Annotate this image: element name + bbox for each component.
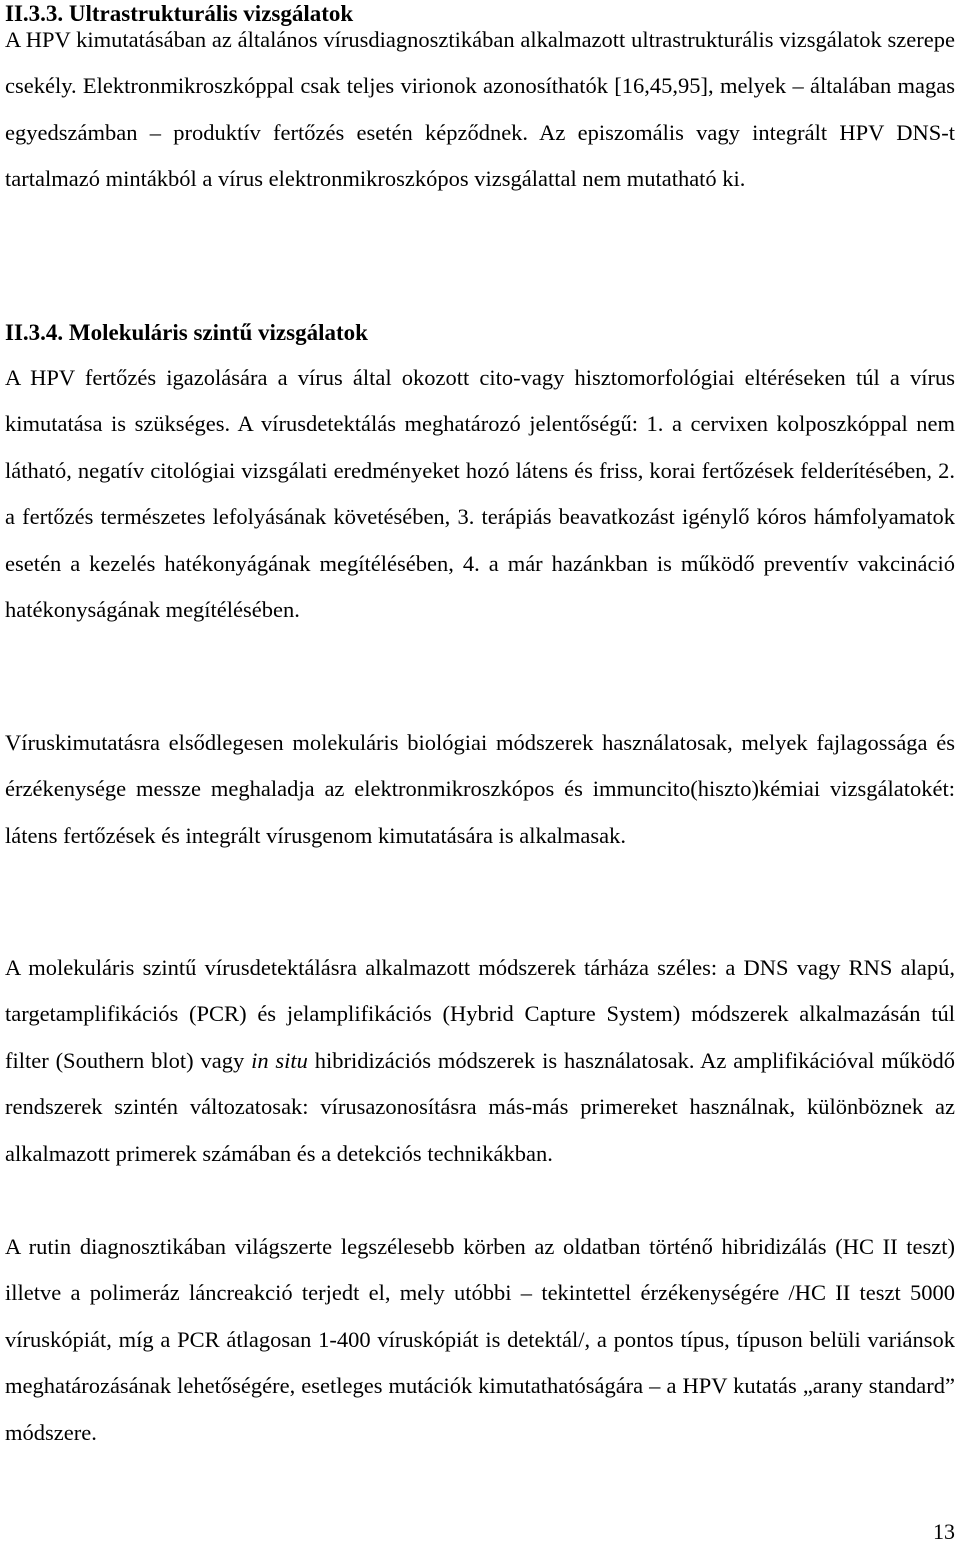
page-number: 13	[933, 1519, 955, 1544]
paragraph-method-range	[5, 945, 955, 1177]
paragraph-detection-importance: A HPV fertőzés igazolására a vírus által okozott cito-vagy hisztomorfológiai eltéréseken túl a vírus kimutatása is szükséges. A vírusdetektálás meghatározó jelentőségű: 1. a cervixen kolposzkóppal nem látható, negatív citológiai vizsgálati eredményeket hozó látens és friss, korai fertőzések felderítésében, 2. a fertőzés természetes lefolyásának követésében, 3. terápiás beavatkozást igénylő kóros hámfolyamatok esetén a kezelés hatékonyágának megítélésében, 4. a már hazánkban is működő preventív vakcináció hatékonyságának megítélésében.	[5, 365, 955, 623]
section-heading-ultrastructural: II.3.3. Ultrastrukturális vizsgálatok	[5, 1, 354, 26]
method-range-text-after: hibridizációs módszerek is használatosak. Az amplifikációval működő rendszerek szintén változatosak: vírusazonosításra más-más primereket használnak, különböznek az alkalmazott primerek számában és a detekciós technikákban.	[5, 1047, 955, 1166]
paragraph-molecular-methods: Víruskimutatásra elsődlegesen molekuláris biológiai módszerek használatosak, melyek fajlagossága és érzékenysége messze meghaladja az elektronmikroszkópos és immuncito(hiszto)kémiai vizsgálatokét: látens fertőzések és integrált vírusgenom kimutatására is alkalmasak.	[5, 730, 955, 848]
in-situ-term: in situ	[251, 1047, 308, 1073]
paragraph-routine-diagnostics: A rutin diagnosztikában világszerte legszélesebb körben az oldatban történő hibridizálás (HC II teszt) illetve a polimeráz láncreakció terjedt el, mely utóbbi – tekintettel érzékenységére /HC II teszt 5000 víruskópiát, míg a PCR átlagosan 1-400 víruskópiát is detektál/, a pontos típus, típuson belüli variánsok meghatározásának lehetőségére, esetleges mutációk kimutathatóságára – a HPV kutatás „arany standard” módszere.	[5, 1234, 955, 1445]
method-range-text-before: A molekuláris szintű vírusdetektálásra alkalmazott módszerek tárháza széles: a DNS vagy RNS alapú, targetamplifikációs (PCR) és jelamplifikációs (Hybrid Capture System) módszerek alkalmazásán túl filter (Southern blot) vagy	[5, 955, 955, 1073]
document-page	[5, 0, 955, 1545]
section-heading-molecular: II.3.4. Molekuláris szintű vizsgálatok	[5, 320, 368, 345]
paragraph-ultrastructural: A HPV kimutatásában az általános vírusdiagnosztikában alkalmazott ultrastrukturális vizsgálatok szerepe csekély. Elektronmikroszkóppal csak teljes virionok azonosíthatók [16,45,95], melyek – általában magas egyedszámban – produktív fertőzés esetén képződnek. Az episzomális vagy integrált HPV DNS-t tartalmazó mintákból a vírus elektronmikroszkópos vizsgálattal nem mutatható ki.	[5, 27, 955, 192]
